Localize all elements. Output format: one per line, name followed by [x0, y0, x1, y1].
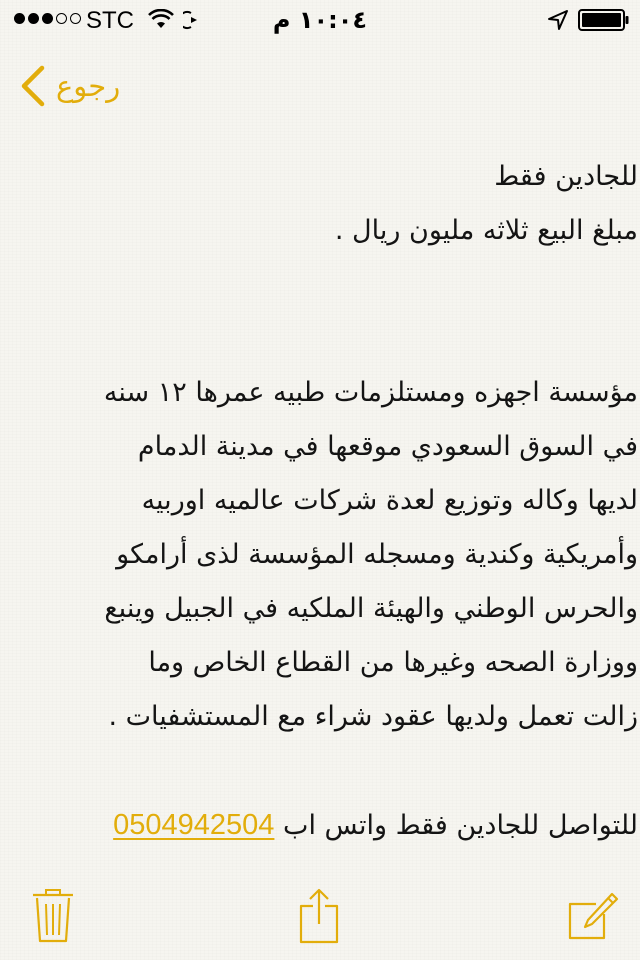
back-button-label: رجوع: [56, 69, 121, 103]
signal-dot: [28, 13, 39, 24]
chevron-left-icon: [18, 64, 48, 108]
trash-icon: [28, 886, 78, 946]
back-button[interactable]: [18, 60, 158, 112]
trash-button[interactable]: [28, 886, 78, 946]
note-line: في السوق السعودي موقعها في مدينة الدمام: [137, 431, 638, 462]
note-line: مبلغ البيع ثلاثه مليون ريال .: [334, 215, 638, 246]
signal-strength-icon: [14, 13, 81, 24]
note-line: لديها وكاله وتوزيع لعدة شركات عالميه اوربيه: [141, 485, 638, 516]
status-time: ١٠:٠٤ م: [272, 6, 368, 34]
note-line: زالت تعمل ولديها عقود شراء مع المستشفيات .: [108, 701, 638, 732]
location-arrow-icon: [547, 9, 569, 31]
note-blank-line: [40, 744, 638, 798]
compose-button[interactable]: [566, 886, 616, 946]
signal-dot: [70, 13, 81, 24]
signal-dot: [14, 13, 25, 24]
wifi-icon: [148, 9, 174, 29]
rotation-lock-icon: [183, 9, 205, 31]
battery-icon: [578, 8, 630, 32]
note-line: مؤسسة اجهزه ومستلزمات طبيه عمرها ١٢ سنه: [103, 377, 638, 408]
note-blank-line: [40, 312, 638, 366]
status-bar: [0, 0, 640, 40]
carrier-name: STC: [86, 7, 134, 34]
note-line: للجادين فقط: [494, 161, 638, 192]
note-body[interactable]: [40, 150, 638, 852]
signal-dot: [56, 13, 67, 24]
compose-icon: [566, 886, 622, 946]
note-line: وأمريكية وكندية ومسجله المؤسسة لذى أرامكو: [116, 539, 638, 570]
share-icon: [294, 886, 344, 946]
note-line: والحرس الوطني والهيئة الملكيه في الجبيل وينبع: [104, 593, 638, 624]
contact-text: للتواصل للجادين فقط واتس اب: [283, 810, 638, 841]
share-button[interactable]: [294, 886, 344, 946]
signal-dot: [42, 13, 53, 24]
note-line: ووزارة الصحه وغيرها من القطاع الخاص وما: [148, 647, 638, 678]
note-contact-line: [40, 798, 638, 852]
phone-number-link[interactable]: 0504942504: [113, 809, 275, 841]
note-blank-line: [40, 258, 638, 312]
